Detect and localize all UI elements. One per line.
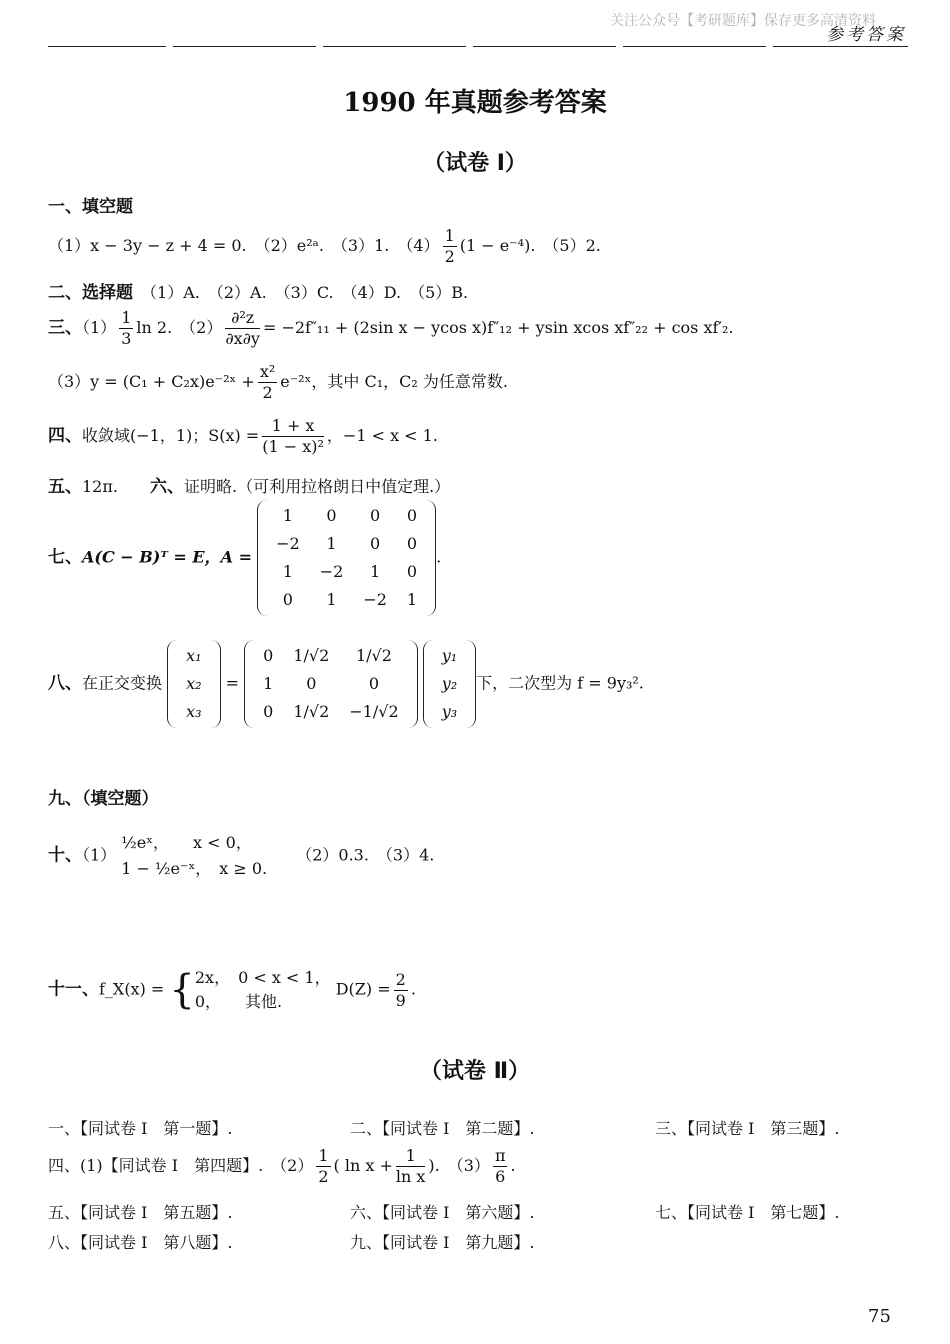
paper2-item: 三、【同试卷 Ⅰ 第三题】. [655,1119,840,1138]
page-title: 1990 年真题参考答案 [343,88,607,118]
s2-text: （1）A. （2）A. （3）C. （4）D. （5）B. [149,283,469,302]
fraction: $\frac{\text{x²}}{2}$ [259,362,276,402]
s1-text-a: （1）x − 3y − z + 4 = 0. （2）e²ᵃ. （3）1. （4） [48,236,440,255]
section-5-label: 五、 [48,477,82,497]
section-7-label: 七、 [48,547,82,568]
fraction: $\frac{2}{9}$ [395,969,406,1010]
section-8-label: 八、 [48,673,82,694]
section-3-part-3: （3）y = (C₁ + C₂x)e⁻²ˣ + $\frac{\text{x²}}{2}$ e⁻²ˣ，其中 C₁，C₂ 为任意常数. [48,362,508,402]
fraction: $\frac{\text{∂²z}}{\partial x\partial y}$ [225,308,260,348]
header-rule [773,46,908,47]
section-10-answer: 十、（1） ½eˣ， x < 0， 1 − ½e⁻ˣ， x ≥ 0. （2）0.3. （3）4. [48,830,434,882]
paper2-item: 一、【同试卷 Ⅰ 第一题】. [48,1119,233,1138]
orthogonal-matrix: 0 1/√2 1/√2 1 0 0 0 1/√2 −1/√2 [244,640,418,728]
header-label: 参考答案 [826,25,906,45]
matrix-a: 1 0 0 0 −2 1 0 0 1 −2 1 0 0 1 −2 1 [257,500,436,616]
section-1-label: 一、填空题 [48,197,133,217]
section-7-answer: 七、A(C − B)ᵀ = E，A = 1 0 0 0 −2 1 0 0 1 −2 1 0 0 1 −2 1 . [48,500,441,616]
section-6-label: 六、 [149,477,184,497]
fraction: $\frac{1}{2}$ [318,1146,329,1186]
header-rule [48,46,166,47]
s1-text-b: (1 − e⁻⁴). （5）2. [459,236,601,255]
section-3-label: 三、 [48,318,82,338]
section-4-answer: 四、收敛域(−1，1)；S(x) = $\frac{1 + x}{\text{(1 − x)²}}$ ，−1 < x < 1. [48,416,438,456]
paper1-heading: （试卷 Ⅰ） [423,151,527,176]
paper2-item: 二、【同试卷 Ⅰ 第二题】. [350,1119,535,1138]
section-5-6-answer: 五、12π. 六、证明略.（可利用拉格朗日中值定理.） [48,477,451,497]
piecewise-cases: 2x， 0 < x < 1， 0， 其他. [194,968,331,1011]
fraction: $\frac{1}{2}$ [444,226,455,266]
piecewise-cases: ½eˣ， x < 0， 1 − ½e⁻ˣ， x ≥ 0. [121,833,268,878]
section-11-answer: 十一、f_X(x) = { 2x， 0 < x < 1， 0， 其他. D(Z) = $\frac{2}{9}$ . [48,967,416,1013]
paper2-item: 七、【同试卷 Ⅰ 第七题】. [655,1203,840,1222]
header-rule [323,46,466,47]
section-10-label: 十、 [48,845,82,866]
fraction: $\frac{1 + x}{\text{(1 − x)²}}$ [262,416,324,456]
paper2-item: 六、【同试卷 Ⅰ 第六题】. [350,1203,535,1222]
section-8-answer: 八、在正交变换 x₁ x₂ x₃ = 0 1/√2 1/√2 1 0 0 0 1/√2 −1/√2 y₁ y₂ y₃ 下，二次型为 f = 9y₃². [48,640,644,728]
paper2-item: 九、【同试卷 Ⅰ 第九题】. [350,1233,535,1252]
paper2-item: 八、【同试卷 Ⅰ 第八题】. [48,1233,233,1252]
vector-x: x₁ x₂ x₃ [167,640,220,728]
fraction: $\frac{1}{\text{ln x}}$ [395,1146,426,1186]
fraction: $\frac{1}{3}$ [121,308,132,348]
section-4-label: 四、 [48,426,82,446]
fraction: $\frac{\pi}{6}$ [494,1146,506,1186]
watermark: 关注公众号【考研题库】保存更多高清资料 [610,13,876,29]
section-11-label: 十一、 [48,979,99,1000]
brace: { [169,967,195,1013]
page-number: 75 [868,1306,891,1327]
section-2-answer [48,278,468,303]
paper2-heading: （试卷 Ⅱ） [419,1059,531,1084]
header-rule [173,46,316,47]
section-2-label: 二、选择题 [48,283,133,303]
header-rule [473,46,616,47]
section-1-answer [48,226,601,267]
paper2-item: 五、【同试卷 Ⅰ 第五题】. [48,1203,233,1222]
section-3-answer: 三、（1） $\frac{1}{3}$ ln 2. （2） $\frac{\text{∂²z}}{\partial x\partial y}$ = −2f″₁₁ + (2sin x − ycos x)f″₁₂ + ysin xcos xf″₂₂ + cos xf′₂. [48,308,734,348]
paper2-item-4: 四、(1)【同试卷 Ⅰ 第四题】. （2） $\frac{1}{2}$ ( ln x + $\frac{1}{\text{ln x}}$ ). （3） $\frac{\pi}{6}$ . [48,1146,516,1186]
header-rule [623,46,766,47]
section-9-label: 九、（填空题） [48,789,159,809]
vector-y: y₁ y₂ y₃ [423,640,476,728]
